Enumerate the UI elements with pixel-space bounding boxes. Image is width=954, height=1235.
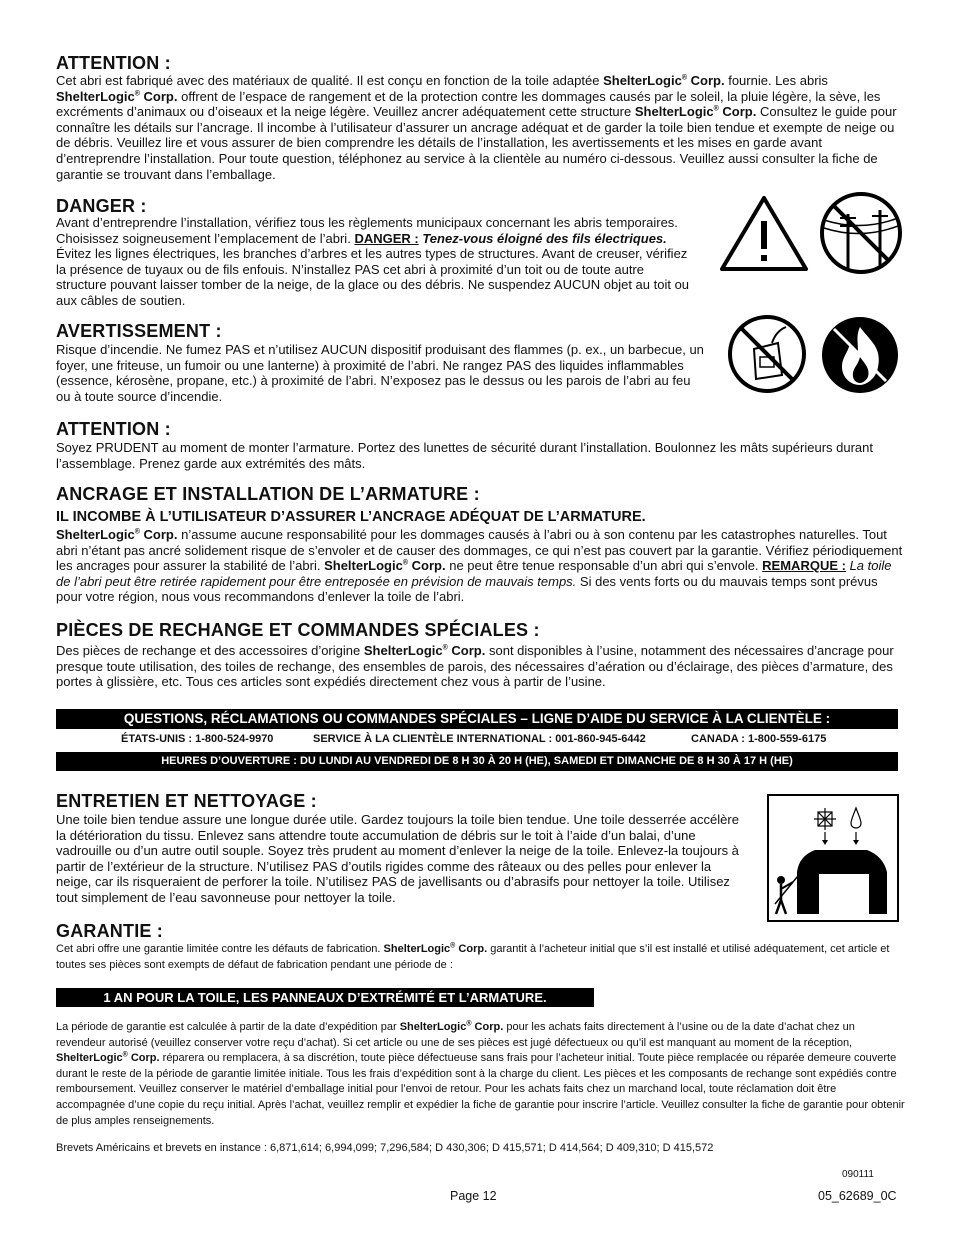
hours-bar: HEURES D’OUVERTURE : DU LUNDI AU VENDREDI DE 8 H 30 À 20 H (HE), SAMEDI ET DIMANCHE DE 8 H 30 À 17 H (HE) (56, 752, 898, 771)
phone-canada[interactable]: CANADA : 1-800-559-6175 (691, 733, 827, 745)
phone-international[interactable]: SERVICE À LA CLIENTÈLE INTERNATIONAL : 001-860-945-6442 (313, 733, 646, 745)
section-title-attention-2: ATTENTION : (56, 419, 171, 439)
page-number: Page 12 (450, 1189, 497, 1203)
entretien-text: Une toile bien tendue assure une longue durée utile. Gardez toujours la toile bien tendue. Une toile desserrée accélère la détérioration du tissu. Enlevez sans attendre toute accumulation de débris sur le toit à l’aide d’un balai, d’une vadrouille ou d’un autre outil souple. Soyez très prudent au moment d’enlever la neige de la toile. Enlevez-la toujours à partir de l’extérieur de la structure. N’utilisez PAS d’outils rigides comme des râteaux ou des pelles pour enlever la neige, car ils risqueraient de perforer la toile. N’utilisez PAS de javellisants ou d’abrasifs pour nettoyer la toile. Utilisez tout simplement de l’eau savonneuse pour nettoyer la toile. (56, 812, 739, 905)
garantie-text-2: La période de garantie est calculée à partir de la date d’expédition par ShelterLogic® Corp. pour les achats faits directement à l’usine ou de la date d’achat chez un revendeur autorisé (veuillez conserver votre reçu d’achat). Si cet article ou une de ses pièces est jugé défectueux ou qu’il est manquant au moment de la réception, ShelterLogic® Corp. réparera ou remplacera, à sa discrétion, toute pièce défectueuse sans frais pour l’acheteur initial. Toute pièce remplacée ou réparée demeure couverte durant le reste de la période de garantie limitée initiale. Tous les frais d’expédition sont à la charge du client. Les pièces et les composants de rechange sont expédiés contre remboursement. Veuillez conserver le matériel d’emballage initial pour l’envoi de retour. Pour les achats faits chez un marchand local, toute réclamation doit être accompagnée d’une copie du reçu initial. Après l’achat, veuillez remplir et expédier la fiche de garantie pour inscrire l’article. Veuillez consulter la fiche de garantie pour obtenir de plus amples renseignements. (56, 1020, 905, 1127)
warning-triangle-icon (718, 193, 810, 273)
section-title-attention: ATTENTION : (56, 53, 171, 73)
garantie-text-1: Cet abri offre une garantie limitée contre les défauts de fabrication. ShelterLogic® Corp. garantit à l’acheteur initial que s’il est installé et utilisé adéquatement, cet article et toutes ses pièces sont exempts de défaut de fabrication pendant une période de : (56, 942, 890, 971)
danger-text: Avant d’entreprendre l’installation, vérifiez tous les règlements municipaux concernant les abris temporaires. Choisissez soigneusement l’emplacement de l’abri. DANGER : Tenez-vous éloigné des fils électriques. Évitez les lignes électriques, les branches d’arbres et les autres types de structures. Avant de creuser, vérifiez la présence de tuyaux ou de fils enfouis. N’installez PAS cet abri à proximité d’un toit ou de toute autre structure pouvant laisser tomber de la neige, de la glace ou des débris. Ne suspendez AUCUN objet au toit ou aux câbles de soutien. (56, 215, 690, 308)
ancrage-subtitle: IL INCOMBE À L’UTILISATEUR D’ASSURER L’ANCRAGE ADÉQUAT DE L’ARMATURE. (56, 509, 646, 525)
section-title-garantie: GARANTIE : (56, 921, 163, 941)
pieces-text: Des pièces de rechange et des accessoires d’origine ShelterLogic® Corp. sont disponibles à l’usine, notamment des nécessaires d’ancrage pour presque toute utilisation, des toiles de rechange, des ensembles de parois, des nécessaires d’aération ou d’éclairage, des pièces d’armature, des portes à glissière, etc. Tous ces articles sont expédiés directement chez vous à partir de l’usine. (56, 643, 894, 690)
section-title-pieces: PIÈCES DE RECHANGE ET COMMANDES SPÉCIALES : (56, 620, 540, 640)
helpline-title-bar: QUESTIONS, RÉCLAMATIONS OU COMMANDES SPÉCIALES – LIGNE D’AIDE DU SERVICE À LA CLIENTÈLE : (56, 709, 898, 729)
document-number: 05_62689_0C (818, 1189, 897, 1203)
shelter-cleaning-illustration (767, 794, 899, 922)
no-fire-icon (818, 313, 902, 397)
brevets-text: Brevets Américains et brevets en instance : 6,871,614; 6,994,099; 7,296,584; D 430,306; D 415,571; D 414,564; D 409,310; D 415,572 (56, 1142, 714, 1154)
ancrage-text: ShelterLogic® Corp. n’assume aucune responsabilité pour les dommages causés à l’abri ou à son contenu par les catastrophes naturelles. Tout abri n’étant pas ancré solidement risque de s’envoler et de causer des dommages, ce qui n’est pas couvert par la garantie. Vérifiez périodiquement les ancrages pour assurer la stabilité de l’abri. ShelterLogic® Corp. ne peut être tenue responsable d’un abri qui s’envole. REMARQUE : La toile de l’abri peut être retirée rapidement pour être entreposée en prévision de mauvais temps. Si des vents forts ou du mauvais temps sont prévus pour votre région, nous vous recommandons d’enlever la toile de l’abri. (56, 527, 903, 605)
section-title-entretien: ENTRETIEN ET NETTOYAGE : (56, 791, 317, 811)
attention-text: Cet abri est fabriqué avec des matériaux de qualité. Il est conçu en fonction de la toile adaptée ShelterLogic® Corp. fournie. Les abris ShelterLogic® Corp. offrent de l’espace de rangement et de la protection contre les dommages causés par le soleil, la pluie légère, la sève, les excréments d’animaux ou d’oiseaux et la neige légère. Veuillez ancrer adéquatement cette structure ShelterLogic® Corp. Consultez le guide pour connaître les détails sur l’ancrage. Il incombe à l’utilisateur d’assurer un ancrage adéquat et de garder la toile bien tendue et exempte de neige ou de débris. Veuillez lire et vous assurer de bien comprendre les détails de l’installation, les avertissements et les mises en garde avant d’entreprendre l’installation. Pour toute question, téléphonez au service à la clientèle au numéro ci-dessous. Veuillez aussi consulter la fiche de garantie se trouvant dans l’emballage. (56, 73, 897, 182)
attention-2-text: Soyez PRUDENT au moment de monter l’armature. Portez des lunettes de sécurité durant l’installation. Boulonnez les mâts supérieurs durant l’assemblage. Prenez garde aux extrémités des mâts. (56, 440, 873, 471)
helpline-phones (56, 733, 898, 749)
warranty-period-bar: 1 AN POUR LA TOILE, LES PANNEAUX D’EXTRÉMITÉ ET L’ARMATURE. (56, 988, 594, 1007)
section-title-ancrage: ANCRAGE ET INSTALLATION DE L’ARMATURE : (56, 484, 480, 504)
phone-us[interactable]: ÉTATS-UNIS : 1-800-524-9970 (121, 733, 274, 745)
revision-code: 090111 (842, 1169, 874, 1180)
no-power-lines-icon (818, 190, 904, 276)
avertissement-text: Risque d’incendie. Ne fumez PAS et n’utilisez AUCUN dispositif produisant des flammes (p. ex., un barbecue, un foyer, une friteuse, un fumoir ou une lanterne) à proximité de l’abri. Ne rangez PAS des liquides inflammables (essence, kérosène, propane, etc.) à proximité de l’abri. N’exposez pas le dessus ou les parois de l’abri au feu ou à toute source d’incendie. (56, 342, 704, 404)
section-title-avertissement: AVERTISSEMENT : (56, 321, 222, 341)
section-title-danger: DANGER : (56, 196, 147, 216)
no-fuel-can-icon (726, 313, 808, 395)
